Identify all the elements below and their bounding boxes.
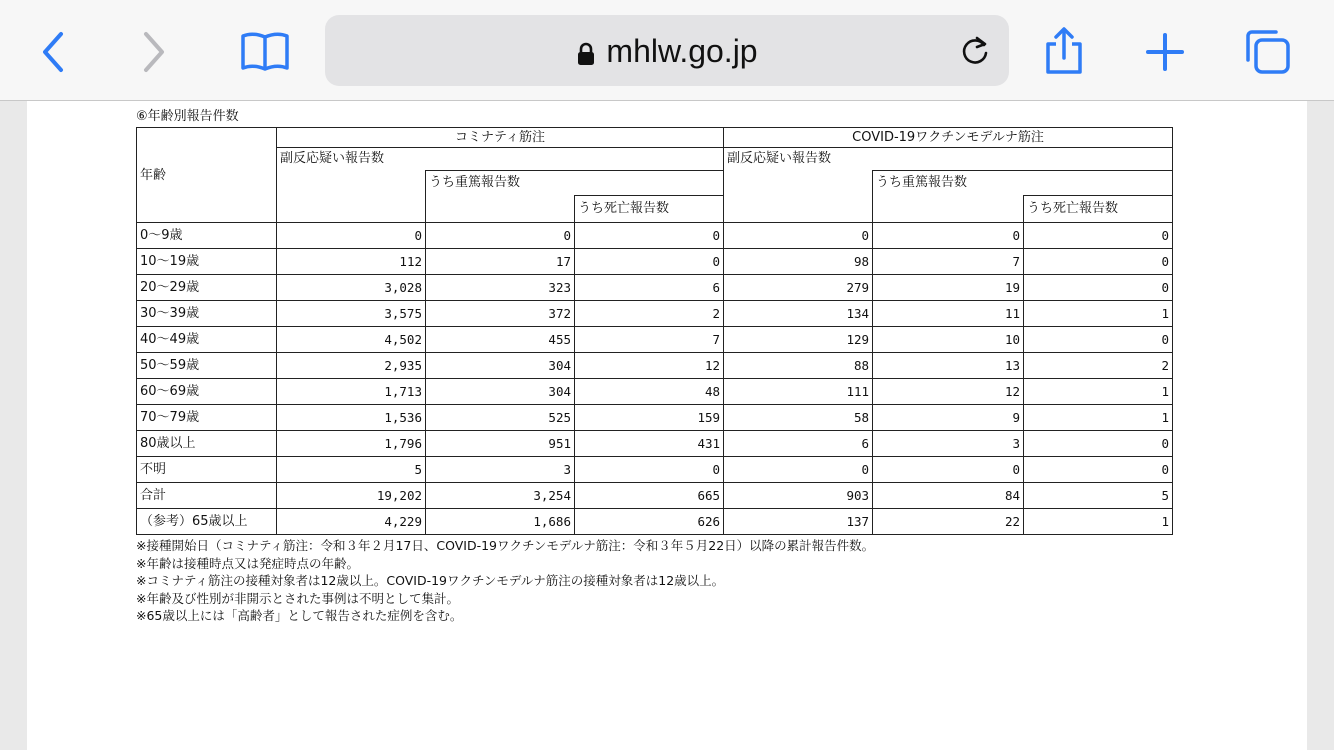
value-cell-m3: 0 [1024,327,1173,353]
value-cell-m2: 0 [873,457,1024,483]
table-body [137,223,1173,535]
age-cell: 20～29歳 [137,275,277,301]
back-button[interactable] [25,24,81,80]
value-cell-m3: 5 [1024,483,1173,509]
value-cell-m2: 12 [873,379,1024,405]
footnotes [136,537,1172,625]
value-cell-m3: 1 [1024,509,1173,535]
value-cell-m1: 98 [724,249,873,275]
value-cell-c3: 159 [575,405,724,431]
share-icon [1036,24,1092,80]
plus-icon [1137,24,1193,80]
footnote: ※年齢及び性別が非開示とされた事例は不明として集計。 [136,590,459,606]
value-cell-m2: 0 [873,223,1024,249]
value-cell-c2: 951 [426,431,575,457]
age-cell: 70～79歳 [137,405,277,431]
value-cell-c1: 4,229 [277,509,426,535]
value-cell-m2: 19 [873,275,1024,301]
value-cell-m1: 0 [724,223,873,249]
value-cell-c1: 5 [277,457,426,483]
header-v1-death: うち死亡報告数 [575,196,724,223]
header-age: 年齢 [137,128,277,223]
table-row [137,457,1173,483]
value-cell-c1: 3,575 [277,301,426,327]
age-cell: 50～59歳 [137,353,277,379]
age-cell: 80歳以上 [137,431,277,457]
value-cell-c2: 323 [426,275,575,301]
bookmarks-button[interactable] [237,24,293,80]
value-cell-m3: 0 [1024,431,1173,457]
value-cell-m1: 903 [724,483,873,509]
table-row [137,405,1173,431]
table-row [137,249,1173,275]
lock-icon [576,36,596,74]
header-v2-serious-blank [873,196,1024,223]
age-report-table [136,127,1173,535]
reload-button[interactable] [957,33,993,69]
header-v2-death: うち死亡報告数 [1024,196,1173,223]
value-cell-c1: 4,502 [277,327,426,353]
value-cell-m2: 9 [873,405,1024,431]
age-cell: 10～19歳 [137,249,277,275]
value-cell-m3: 1 [1024,379,1173,405]
value-cell-m2: 22 [873,509,1024,535]
header-v1-serious-blank [426,196,575,223]
header-v1-blank [277,171,426,223]
value-cell-c3: 665 [575,483,724,509]
table-row [137,353,1173,379]
age-cell: 不明 [137,457,277,483]
value-cell-c2: 3,254 [426,483,575,509]
value-cell-c2: 3 [426,457,575,483]
value-cell-c3: 626 [575,509,724,535]
value-cell-c1: 0 [277,223,426,249]
value-cell-m3: 0 [1024,223,1173,249]
value-cell-m3: 0 [1024,249,1173,275]
chevron-right-icon [126,24,182,80]
value-cell-c1: 1,713 [277,379,426,405]
value-cell-m2: 7 [873,249,1024,275]
table-row [137,223,1173,249]
value-cell-c2: 17 [426,249,575,275]
value-cell-m3: 1 [1024,301,1173,327]
table-row [137,275,1173,301]
forward-button[interactable] [126,24,182,80]
age-cell: （参考）65歳以上 [137,509,277,535]
value-cell-m2: 84 [873,483,1024,509]
value-cell-c1: 1,796 [277,431,426,457]
value-cell-m2: 3 [873,431,1024,457]
value-cell-c3: 6 [575,275,724,301]
url-text: mhlw.go.jp [606,33,758,69]
value-cell-c3: 0 [575,249,724,275]
table-row [137,509,1173,535]
address-bar[interactable] [325,15,1009,86]
age-cell: 合計 [137,483,277,509]
browser-toolbar [0,0,1334,101]
value-cell-c3: 7 [575,327,724,353]
header-vaccine1: コミナティ筋注 [277,128,724,148]
pdf-page [27,101,1307,750]
header-v2-blank [724,171,873,223]
value-cell-m3: 0 [1024,457,1173,483]
book-icon [237,24,293,80]
table-row [137,483,1173,509]
value-cell-c1: 2,935 [277,353,426,379]
value-cell-c3: 2 [575,301,724,327]
value-cell-c1: 19,202 [277,483,426,509]
footnote: ※年齢は接種時点又は発症時点の年齢。 [136,555,359,571]
value-cell-c3: 48 [575,379,724,405]
tabs-button[interactable] [1240,24,1296,80]
age-cell: 40～49歳 [137,327,277,353]
value-cell-c1: 1,536 [277,405,426,431]
section-title: ⑥年齢別報告件数 [136,109,239,124]
value-cell-c3: 0 [575,223,724,249]
header-vaccine2: COVID-19ワクチンモデルナ筋注 [724,128,1173,148]
value-cell-c2: 304 [426,353,575,379]
share-button[interactable] [1036,24,1092,80]
chevron-left-icon [25,24,81,80]
new-tab-button[interactable] [1137,24,1193,80]
value-cell-c2: 304 [426,379,575,405]
value-cell-c3: 0 [575,457,724,483]
value-cell-m3: 2 [1024,353,1173,379]
table-row [137,431,1173,457]
header-v2-serious: うち重篤報告数 [873,171,1173,196]
value-cell-m1: 137 [724,509,873,535]
value-cell-m1: 111 [724,379,873,405]
header-v1-suspected: 副反応疑い報告数 [277,148,724,171]
value-cell-c3: 12 [575,353,724,379]
value-cell-c1: 3,028 [277,275,426,301]
value-cell-m3: 1 [1024,405,1173,431]
value-cell-m2: 10 [873,327,1024,353]
value-cell-c1: 112 [277,249,426,275]
footnote: ※コミナティ筋注の接種対象者は12歳以上。COVID-19ワクチンモデルナ筋注の接種対象者は12歳以上。 [136,573,725,588]
tabs-icon [1240,24,1296,80]
value-cell-m1: 129 [724,327,873,353]
age-cell: 30～39歳 [137,301,277,327]
value-cell-m3: 0 [1024,275,1173,301]
table-row [137,379,1173,405]
table-row [137,301,1173,327]
value-cell-c2: 372 [426,301,575,327]
document [136,107,1172,625]
age-cell: 0～9歳 [137,223,277,249]
value-cell-m2: 13 [873,353,1024,379]
value-cell-m1: 134 [724,301,873,327]
value-cell-c2: 455 [426,327,575,353]
footnote: ※65歳以上には「高齢者」として報告された症例を含む。 [136,608,463,623]
value-cell-c2: 1,686 [426,509,575,535]
table-row [137,327,1173,353]
value-cell-m1: 58 [724,405,873,431]
header-v2-suspected: 副反応疑い報告数 [724,148,1173,171]
age-cell: 60～69歳 [137,379,277,405]
value-cell-m1: 6 [724,431,873,457]
value-cell-m1: 88 [724,353,873,379]
value-cell-c2: 0 [426,223,575,249]
value-cell-c2: 525 [426,405,575,431]
header-v1-serious: うち重篤報告数 [426,171,724,196]
footnote: ※接種開始日（コミナティ筋注：令和３年２月17日、COVID-19ワクチンモデルナ筋注：令和３年５月22日）以降の累計報告件数。 [136,538,875,553]
reload-icon [957,33,993,69]
value-cell-c3: 431 [575,431,724,457]
value-cell-m2: 11 [873,301,1024,327]
value-cell-m1: 279 [724,275,873,301]
value-cell-m1: 0 [724,457,873,483]
